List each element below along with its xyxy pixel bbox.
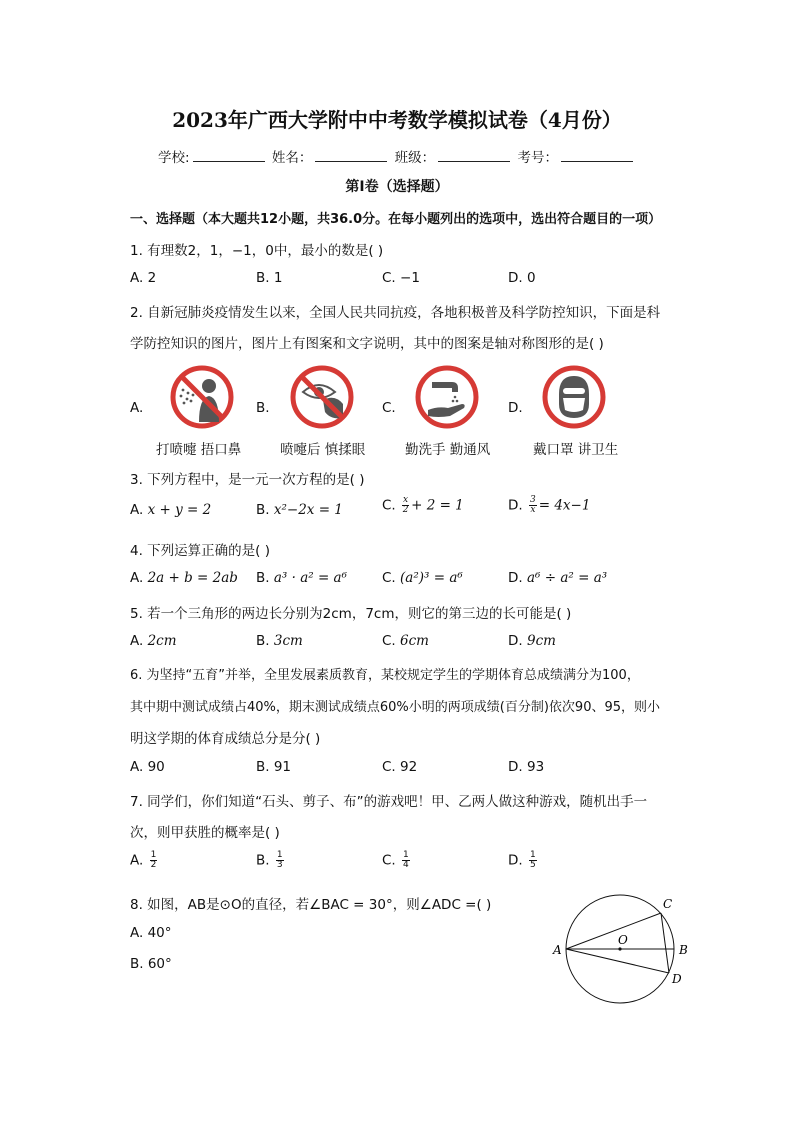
q1-option-b[interactable]: B. 1 xyxy=(256,270,283,286)
sneeze-sign-icon xyxy=(169,364,235,430)
name-label: 姓名： xyxy=(271,150,313,166)
q2-caption-a: 打喷嚏 捂口鼻 xyxy=(156,442,242,458)
question-7-line-1: 7. 同学们，你们知道“石头、剪子、布”的游戏吧！甲、乙两人做这种游戏，随机出手一 xyxy=(130,794,648,810)
question-3-options xyxy=(130,495,650,522)
class-label: 班级： xyxy=(394,150,436,166)
q8-option-b[interactable]: B. 60° xyxy=(130,956,172,972)
question-5-options xyxy=(130,633,650,653)
label-o: O xyxy=(618,933,628,947)
q3-option-b[interactable]: B. x²−2x = 1 xyxy=(256,502,343,518)
hand-wash-sign-icon xyxy=(414,364,480,430)
q7-option-a[interactable]: A. $\frac{1}{2}$ xyxy=(130,850,157,870)
question-2-line-2: 学防控知识的图片，图片上有图案和文字说明，其中的图案是轴对称图形的是( ) xyxy=(130,336,604,352)
q4-option-a[interactable]: A. 2a + b = 2ab xyxy=(130,570,238,586)
class-blank[interactable] xyxy=(438,149,510,162)
school-label: 学校: xyxy=(158,150,190,166)
q2-option-a[interactable]: A. xyxy=(130,400,144,416)
mask-sign-icon xyxy=(541,364,607,430)
q2-caption-d: 戴口罩 讲卫生 xyxy=(533,442,619,458)
student-info-row xyxy=(0,146,794,166)
label-a: A xyxy=(553,943,562,957)
q6-option-d[interactable]: D. 93 xyxy=(508,759,545,775)
section-title: 第I卷（选择题） xyxy=(345,179,449,195)
question-6-line-2: 其中期中测试成绩占40%，期末测试成绩点60%小明的两项成绩(百分制)依次90、95，则小 xyxy=(130,700,661,715)
label-d: D xyxy=(672,972,682,986)
q1-option-c[interactable]: C. −1 xyxy=(382,270,420,286)
q3-option-a[interactable]: A. x + y = 2 xyxy=(130,502,212,518)
q8-option-a[interactable]: A. 40° xyxy=(130,925,172,941)
q2-option-b[interactable]: B. xyxy=(256,400,270,416)
question-5: 5. 若一个三角形的两边长分别为2cm，7cm，则它的第三边的长可能是( ) xyxy=(130,606,572,622)
question-2-line-1: 2. 自新冠肺炎疫情发生以来，全国人民共同抗疫，各地积极普及科学防控知识，下面是科 xyxy=(130,305,661,321)
question-7-line-2: 次，则甲获胜的概率是( ) xyxy=(130,825,280,841)
q6-option-c[interactable]: C. 92 xyxy=(382,759,418,775)
q3-option-c[interactable]: C. $\frac{x}{2}$ + 2 = 1 xyxy=(382,495,464,515)
q1-option-a[interactable]: A. 2 xyxy=(130,270,157,286)
q2-caption-c: 勤洗手 勤通风 xyxy=(405,442,491,458)
q7-option-d[interactable]: D. $\frac{1}{5}$ xyxy=(508,850,536,870)
q6-option-a[interactable]: A. 90 xyxy=(130,759,165,775)
label-c: C xyxy=(663,897,673,911)
q2-caption-b: 喷嚏后 慎揉眼 xyxy=(280,442,366,458)
q2-option-c[interactable]: C. xyxy=(382,400,396,416)
question-4-options xyxy=(130,570,650,590)
question-1-options xyxy=(130,270,650,290)
label-b: B xyxy=(679,943,688,957)
q4-option-d[interactable]: D. a⁶ ÷ a² = a³ xyxy=(508,570,608,586)
q1-option-d[interactable]: D. 0 xyxy=(508,270,536,286)
eye-rub-sign-icon xyxy=(289,364,355,430)
question-8: 8. 如图，AB是⊙O的直径，若∠BAC = 30°，则∠ADC =( ) xyxy=(130,897,492,913)
part-heading: 一、选择题（本大题共12小题，共36.0分。在每小题列出的选项中，选出符合题目的一项） xyxy=(130,212,662,227)
q2-option-d[interactable]: D. xyxy=(508,400,523,416)
q7-option-c[interactable]: C. $\frac{1}{4}$ xyxy=(382,850,409,870)
q5-option-a[interactable]: A. 2cm xyxy=(130,633,177,649)
q4-option-b[interactable]: B. a³ · a² = a⁶ xyxy=(256,570,348,586)
exam-no-label: 考号： xyxy=(517,150,558,166)
school-blank[interactable] xyxy=(193,149,265,162)
question-4: 4. 下列运算正确的是( ) xyxy=(130,543,270,559)
circle-geometry-figure xyxy=(548,890,698,1008)
name-blank[interactable] xyxy=(315,149,387,162)
q5-option-d[interactable]: D. 9cm xyxy=(508,633,556,649)
page-title: 2023年广西大学附中中考数学模拟试卷（4月份） xyxy=(172,108,622,132)
q6-option-b[interactable]: B. 91 xyxy=(256,759,292,775)
q7-option-b[interactable]: B. $\frac{1}{3}$ xyxy=(256,850,283,870)
q5-option-c[interactable]: C. 6cm xyxy=(382,633,429,649)
question-6-line-3: 明这学期的体育成绩总分是分( ) xyxy=(130,731,321,747)
question-7-options xyxy=(130,851,650,871)
question-1: 1. 有理数2，1，−1，0中，最小的数是( ) xyxy=(130,243,384,259)
q3-option-d[interactable]: D. $\frac{3}{x}$ = 4x−1 xyxy=(508,495,591,515)
q5-option-b[interactable]: B. 3cm xyxy=(256,633,303,649)
question-6-line-1: 6. 为坚持“五育”并举，全里发展素质教育，某校规定学生的学期体育总成绩满分为100， xyxy=(130,668,640,683)
exam-no-blank[interactable] xyxy=(561,149,633,162)
question-6-options xyxy=(130,759,650,779)
question-3: 3. 下列方程中，是一元一次方程的是( ) xyxy=(130,472,365,488)
q4-option-c[interactable]: C. (a²)³ = a⁶ xyxy=(382,570,463,586)
